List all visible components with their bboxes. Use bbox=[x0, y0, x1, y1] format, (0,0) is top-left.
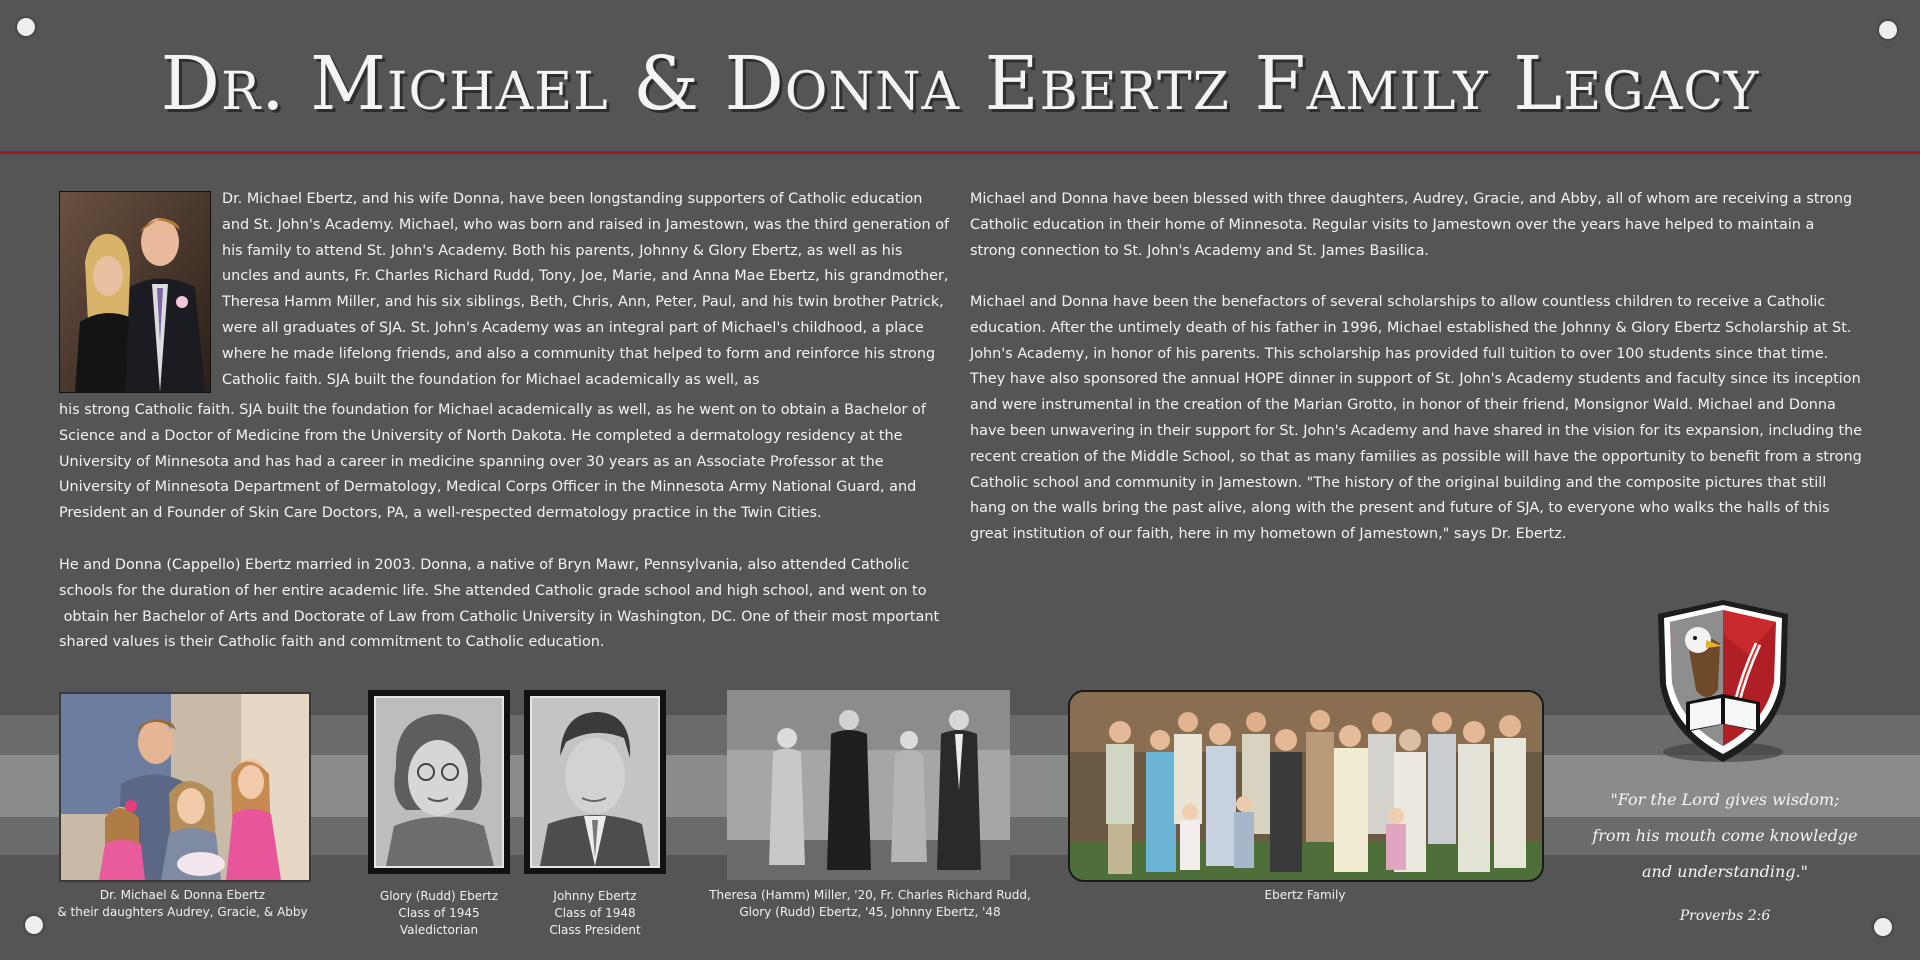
glory-rudd-ebertz-portrait bbox=[368, 690, 510, 874]
page-title: Dr. Michael & Donna Ebertz Family Legacy bbox=[160, 41, 1760, 127]
quote-reference: Proverbs 2:6 bbox=[1679, 908, 1771, 924]
title-divider bbox=[0, 151, 1920, 154]
miller-rudd-ebertz-group-photo bbox=[727, 690, 1010, 880]
caption-johnny: Johnny Ebertz Class of 1948 Class President bbox=[549, 889, 641, 937]
corner-bolt-top-left bbox=[17, 18, 35, 36]
michael-donna-portrait-photo bbox=[59, 191, 211, 393]
left-paragraph-2: He and Donna (Cappello) Ebertz married in 2003. Donna, a native of Bryn Mawr, Pennsylvania, also attended Catholic schools for the duration of her entire academic life. She attended Catholic grade school and high school, and went on to obtain her Bachelor of Arts and Doctorate of Law from Catholic University in Washington, DC. One of their most mportant shared values is their Catholic faith and commitment to Catholic education. bbox=[59, 557, 940, 651]
quote-line-3: and understanding." bbox=[1642, 862, 1808, 881]
caption-family-daughters: Dr. Michael & Donna Ebertz & their daughters Audrey, Gracie, & Abby bbox=[57, 888, 308, 919]
caption-group: Theresa (Hamm) Miller, '20, Fr. Charles Richard Rudd, Glory (Rudd) Ebertz, '45, Johnny Ebertz, '48 bbox=[709, 888, 1031, 919]
right-paragraph-2: Michael and Donna have been the benefactors of several scholarships to allow countless children to receive a Catholic education. After the untimely death of his father in 1996, Michael established the Johnny & Glory Ebertz Scholarship at St. John's Academy, in honor of his parents. This scholarship has provided full tuition to over 100 students since that time. They have also sponsored the annual HOPE dinner in support of St. John's Academy students and faculty since its inception and were instrumental in the creation of the Marian Grotto, in honor of their friend, Monsignor Wald. Michael and Donna have been unwavering in their support for St. John's Academy and have shared in the vision for its expansion, including the recent creation of the Middle School, so that as many families as possible will have the opportunity to benefit from a strong Catholic school and community in Jamestown. "The history of the original building and the composite pictures that still hang on the walls bring the past alive, along with the present and future of SJA, to everyone who walks the halls of this great institution of our faith, here in my hometown of Jamestown," says Dr. Ebertz. bbox=[970, 294, 1867, 543]
quote-line-1: "For the Lord gives wisdom; bbox=[1610, 790, 1840, 809]
right-paragraph-1: Michael and Donna have been blessed with three daughters, Audrey, Gracie, and Abby, all of whom are receiving a strong Catholic education in their home of Minnesota. Regular visits to Jamestown over the years have helped to maintain a strong connection to St. John's Academy and St. James Basilica. bbox=[970, 191, 1857, 259]
johnny-ebertz-portrait bbox=[524, 690, 666, 874]
family-daughters-photo bbox=[59, 692, 311, 882]
quote-line-2: from his mouth come knowledge bbox=[1592, 826, 1858, 845]
left-paragraph-1-wrapped: Dr. Michael Ebertz, and his wife Donna, have been longstanding supporters of Catholic education and St. John's Academy. Michael, who was born and raised in Jamestown, was the third generation of his family to attend St. John's Academy. Both his parents, Johnny & Glory Ebertz, as well as his uncles and aunts, Fr. Charles Richard Rudd, Tony, Joe, Marie, and Anna Mae Ebertz, his grandmother, Theresa Hamm Miller, and his six siblings, Beth, Chris, Ann, Peter, Paul, and his twin brother Patrick, were all graduates of SJA. St. John's Academy was an integral part of Michael's childhood, a place where he made lifelong friends, and also a community that helped to form and reinforce his strong Catholic faith. SJA built the foundation for Michael academically as well, as bbox=[222, 191, 954, 388]
left-paragraph-1-full: his strong Catholic faith. SJA built the foundation for Michael academically as well, as he went on to obtain a Bachelor of Science and a Doctor of Medicine from the University of North Dakota. He completed a dermatology residency at the University of Minnesota and has had a career in medicine spanning over 30 years as an Associate Professor at the University of Minnesota Department of Dermatology, Medical Corps Officer in the Minnesota Army National Guard, and President an d Founder of Skin Care Doctors, PA, a well-respected dermatology practice in the Twin Cities. bbox=[59, 402, 931, 522]
corner-bolt-bottom-right bbox=[1874, 918, 1892, 936]
sja-crest-logo bbox=[1648, 594, 1798, 766]
caption-ebertz-family: Ebertz Family bbox=[1264, 888, 1346, 902]
ebertz-family-photo bbox=[1068, 690, 1544, 882]
corner-bolt-top-right bbox=[1879, 21, 1897, 39]
caption-glory: Glory (Rudd) Ebertz Class of 1945 Valedictorian bbox=[379, 889, 499, 937]
